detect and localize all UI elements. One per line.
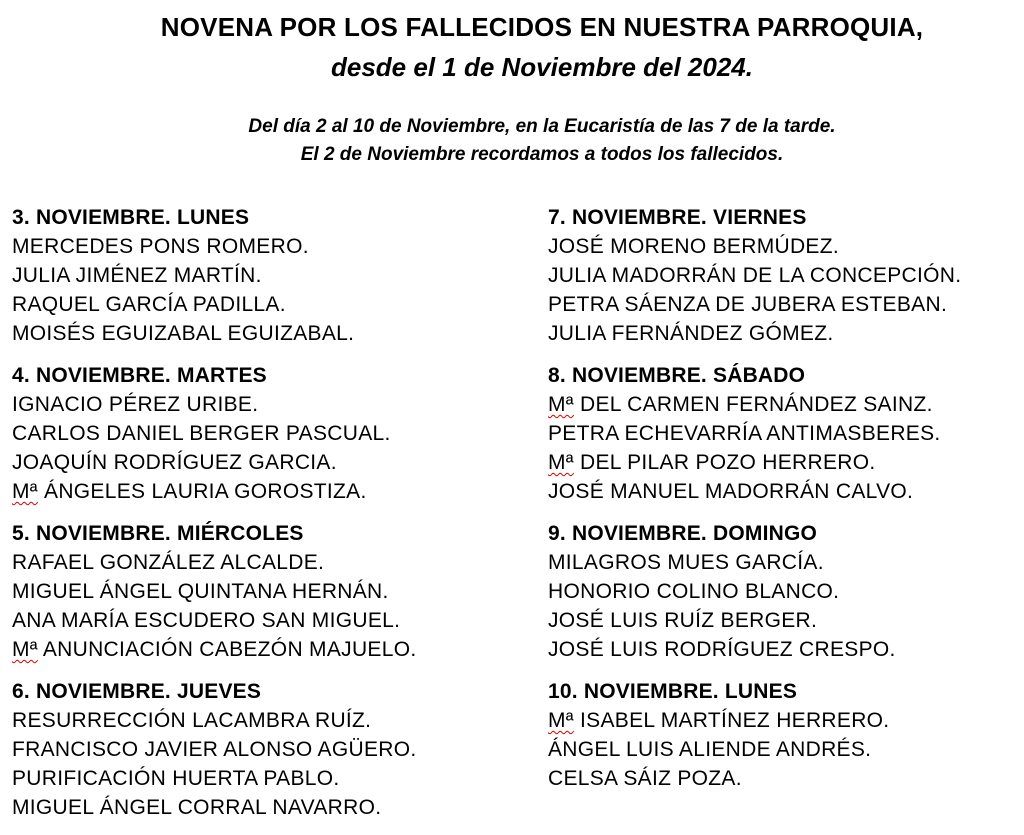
name-text: RESURRECCIÓN LACAMBRA RUÍZ. xyxy=(12,709,372,732)
deceased-name xyxy=(12,577,532,606)
name-text: HONORIO COLINO BLANCO. xyxy=(548,580,840,603)
day-heading: 10. NOVIEMBRE. LUNES xyxy=(548,680,798,703)
name-text: MOISÉS EGUIZABAL EGUIZABAL. xyxy=(12,322,355,345)
day-heading: 8. NOVIEMBRE. SÁBADO xyxy=(548,364,806,387)
name-text: CELSA SÁIZ POZA. xyxy=(548,767,742,790)
name-prefix: Mª xyxy=(12,480,38,503)
deceased-name xyxy=(548,419,1024,448)
name-text: JOSÉ LUIS RODRÍGUEZ CRESPO. xyxy=(548,638,896,661)
deceased-name xyxy=(12,319,532,348)
deceased-name xyxy=(548,735,1024,764)
day-heading: 9. NOVIEMBRE. DOMINGO xyxy=(548,522,818,545)
day-block xyxy=(548,203,1024,348)
deceased-name xyxy=(548,448,1024,477)
name-text: ÁNGEL LUIS ALIENDE ANDRÉS. xyxy=(548,738,872,761)
deceased-name xyxy=(12,635,532,664)
day-heading: 4. NOVIEMBRE. MARTES xyxy=(12,364,267,387)
name-text: JULIA MADORRÁN DE LA CONCEPCIÓN. xyxy=(548,264,962,287)
deceased-name xyxy=(548,706,1024,735)
deceased-name xyxy=(12,419,532,448)
name-text: JOSÉ MANUEL MADORRÁN CALVO. xyxy=(548,480,914,503)
subtitle-line-2: El 2 de Noviembre recordamos a todos los fallecidos. xyxy=(300,144,784,165)
name-prefix: Mª xyxy=(548,393,574,416)
deceased-name xyxy=(12,793,532,822)
deceased-name xyxy=(12,735,532,764)
name-text: JULIA JIMÉNEZ MARTÍN. xyxy=(12,264,262,287)
deceased-name xyxy=(548,319,1024,348)
day-heading: 3. NOVIEMBRE. LUNES xyxy=(12,206,250,229)
name-prefix: Mª xyxy=(548,709,574,732)
deceased-name xyxy=(12,764,532,793)
name-text: MIGUEL ÁNGEL QUINTANA HERNÁN. xyxy=(12,580,389,603)
name-text: RAFAEL GONZÁLEZ ALCALDE. xyxy=(12,551,325,574)
name-text: IGNACIO PÉREZ URIBE. xyxy=(12,393,259,416)
deceased-name xyxy=(548,261,1024,290)
title-line-1: NOVENA POR LOS FALLECIDOS EN NUESTRA PARROQUIA, xyxy=(160,12,924,42)
name-text: PURIFICACIÓN HUERTA PABLO. xyxy=(12,767,340,790)
name-text: CARLOS DANIEL BERGER PASCUAL. xyxy=(12,422,391,445)
subtitle-line-1: Del día 2 al 10 de Noviembre, en la Eucaristía de las 7 de la tarde. xyxy=(248,116,836,137)
deceased-name xyxy=(12,477,532,506)
name-text: ANUNCIACIÓN CABEZÓN MAJUELO. xyxy=(37,638,417,661)
deceased-name xyxy=(548,635,1024,664)
name-text: MILAGROS MUES GARCÍA. xyxy=(548,551,824,574)
day-heading: 7. NOVIEMBRE. VIERNES xyxy=(548,206,807,229)
day-block xyxy=(12,203,532,348)
deceased-name xyxy=(12,390,532,419)
deceased-name xyxy=(12,448,532,477)
day-heading: 6. NOVIEMBRE. JUEVES xyxy=(12,680,262,703)
deceased-name xyxy=(548,232,1024,261)
name-text: PETRA SÁENZA DE JUBERA ESTEBAN. xyxy=(548,293,948,316)
deceased-name xyxy=(548,606,1024,635)
name-prefix: Mª xyxy=(12,638,38,661)
name-text: JOSÉ LUIS RUÍZ BERGER. xyxy=(548,609,818,632)
right-column xyxy=(548,203,1024,806)
name-text: MIGUEL ÁNGEL CORRAL NAVARRO. xyxy=(12,796,382,819)
name-text: JOAQUÍN RODRÍGUEZ GARCIA. xyxy=(12,451,337,474)
deceased-name xyxy=(12,548,532,577)
deceased-name xyxy=(548,577,1024,606)
day-block xyxy=(548,677,1024,793)
name-text: ISABEL MARTÍNEZ HERRERO. xyxy=(573,709,890,732)
day-block xyxy=(12,677,532,822)
deceased-name xyxy=(548,764,1024,793)
name-prefix: Mª xyxy=(548,451,574,474)
day-block xyxy=(12,361,532,506)
deceased-name xyxy=(12,606,532,635)
name-text: RAQUEL GARCÍA PADILLA. xyxy=(12,293,286,316)
deceased-name xyxy=(12,261,532,290)
day-heading: 5. NOVIEMBRE. MIÉRCOLES xyxy=(12,522,304,545)
deceased-name xyxy=(12,706,532,735)
name-text: MERCEDES PONS ROMERO. xyxy=(12,235,309,258)
day-block xyxy=(548,361,1024,506)
left-column xyxy=(12,203,532,835)
deceased-name xyxy=(548,548,1024,577)
title-line-2: desde el 1 de Noviembre del 2024. xyxy=(331,52,753,82)
day-block xyxy=(548,519,1024,664)
name-text: DEL CARMEN FERNÁNDEZ SAINZ. xyxy=(573,393,933,416)
name-text: JOSÉ MORENO BERMÚDEZ. xyxy=(548,235,839,258)
name-text: JULIA FERNÁNDEZ GÓMEZ. xyxy=(548,322,834,345)
name-text: DEL PILAR POZO HERRERO. xyxy=(573,451,876,474)
name-text: FRANCISCO JAVIER ALONSO AGÜERO. xyxy=(12,738,417,761)
deceased-name xyxy=(548,477,1024,506)
deceased-name xyxy=(548,290,1024,319)
name-text: PETRA ECHEVARRÍA ANTIMASBERES. xyxy=(548,422,941,445)
deceased-name xyxy=(12,290,532,319)
day-block xyxy=(12,519,532,664)
deceased-name xyxy=(548,390,1024,419)
name-text: ÁNGELES LAURIA GOROSTIZA. xyxy=(37,480,367,503)
name-text: ANA MARÍA ESCUDERO SAN MIGUEL. xyxy=(12,609,401,632)
deceased-name xyxy=(12,232,532,261)
